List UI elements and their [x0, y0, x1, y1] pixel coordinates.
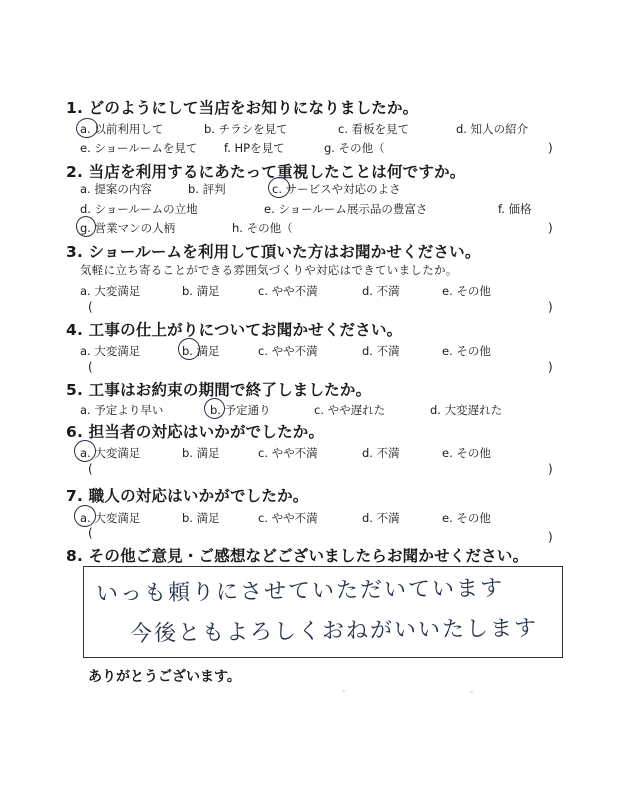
question-7-title: 7. 職人の対応はいかがでしたか。	[66, 487, 309, 505]
q1-option-g[interactable]: g. その他（	[324, 141, 385, 155]
scan-speck	[342, 690, 345, 692]
q1-option-d[interactable]: d. 知人の紹介	[456, 122, 529, 136]
q3-option-d[interactable]: d. 不満	[362, 284, 400, 298]
question-3-subtitle: 気軽に立ち寄ることができる雰囲気づくりや対応はできていましたか。	[80, 263, 458, 277]
q2-option-b[interactable]: b. 評判	[188, 182, 226, 196]
q1-option-e[interactable]: e. ショールームを見て	[80, 141, 198, 155]
q3-option-b[interactable]: b. 満足	[182, 284, 220, 298]
q5-option-c[interactable]: c. やや遅れた	[314, 403, 386, 417]
question-6-title: 6. 担当者の対応はいかがでしたか。	[66, 423, 325, 441]
q7-option-d[interactable]: d. 不満	[362, 511, 400, 525]
question-4-title: 4. 工事の仕上がりについてお聞かせください。	[66, 321, 403, 339]
q2-paren-close: )	[548, 221, 553, 235]
q7-option-e[interactable]: e. その他	[442, 511, 491, 525]
q2-option-c[interactable]: c. サービスや対応のよさ	[272, 182, 401, 196]
q1-paren-close: )	[548, 141, 553, 155]
q5-option-a[interactable]: a. 予定より早い	[80, 403, 164, 417]
q6-option-a[interactable]: a. 大変満足	[80, 446, 141, 460]
q7-option-a[interactable]: a. 大変満足	[80, 511, 141, 525]
q1-option-a[interactable]: a. 以前利用して	[80, 122, 164, 136]
q6-option-b[interactable]: b. 満足	[182, 446, 220, 460]
q2-option-d[interactable]: d. ショールームの立地	[80, 202, 198, 216]
q3-option-a[interactable]: a. 大変満足	[80, 284, 141, 298]
q3-paren-open: (	[88, 300, 93, 314]
question-8-title: 8. その他ご意見・ご感想などございましたらお聞かせください。	[66, 547, 529, 565]
q6-paren-close: )	[548, 462, 553, 476]
q3-paren-close: )	[548, 300, 553, 314]
q6-option-e[interactable]: e. その他	[442, 446, 491, 460]
closing-thanks: ありがとうございます。	[88, 669, 241, 685]
q2-option-e[interactable]: e. ショールーム展示品の豊富さ	[264, 202, 428, 216]
q4-paren-close: )	[548, 360, 553, 374]
question-5-title: 5. 工事はお約束の期間で終了しましたか。	[66, 381, 372, 399]
scan-speck	[470, 691, 473, 693]
q5-option-d[interactable]: d. 大変遅れた	[430, 403, 503, 417]
q6-paren-open: (	[88, 462, 93, 476]
q6-option-c[interactable]: c. やや不満	[258, 446, 318, 460]
q4-option-e[interactable]: e. その他	[442, 344, 491, 358]
q7-option-c[interactable]: c. やや不満	[258, 511, 318, 525]
q1-option-c[interactable]: c. 看板を見て	[338, 122, 410, 136]
q2-option-h[interactable]: h. その他（	[232, 221, 293, 235]
q4-option-c[interactable]: c. やや不満	[258, 344, 318, 358]
q2-option-g[interactable]: g. 営業マンの人柄	[80, 221, 176, 235]
q3-option-e[interactable]: e. その他	[442, 284, 491, 298]
q3-option-c[interactable]: c. やや不満	[258, 284, 318, 298]
question-1-title: 1. どのようにして当店をお知りになりましたか。	[66, 99, 419, 117]
q4-paren-open: (	[88, 360, 93, 374]
q2-option-a[interactable]: a. 提案の内容	[80, 182, 152, 196]
handwritten-comment-line1: いっも頼りにさせていただいています	[95, 576, 505, 607]
q7-paren-open: (	[88, 526, 93, 540]
q4-option-b[interactable]: b. 満足	[182, 344, 220, 358]
q4-option-d[interactable]: d. 不満	[362, 344, 400, 358]
q7-paren-close: )	[548, 530, 553, 544]
q2-option-f[interactable]: f. 価格	[498, 202, 532, 216]
question-2-title: 2. 当店を利用するにあたって重視したことは何ですか。	[66, 163, 466, 181]
q6-option-d[interactable]: d. 不満	[362, 446, 400, 460]
q4-option-a[interactable]: a. 大変満足	[80, 344, 141, 358]
q7-option-b[interactable]: b. 満足	[182, 511, 220, 525]
handwritten-comment-line2: 今後ともよろしくおねがいいたします	[129, 616, 539, 647]
q1-option-f[interactable]: f. HPを見て	[224, 141, 285, 155]
question-3-title: 3. ショールームを利用して頂いた方はお聞かせください。	[66, 243, 481, 261]
q5-option-b[interactable]: b. 予定通り	[210, 403, 271, 417]
q1-option-b[interactable]: b. チラシを見て	[204, 122, 288, 136]
